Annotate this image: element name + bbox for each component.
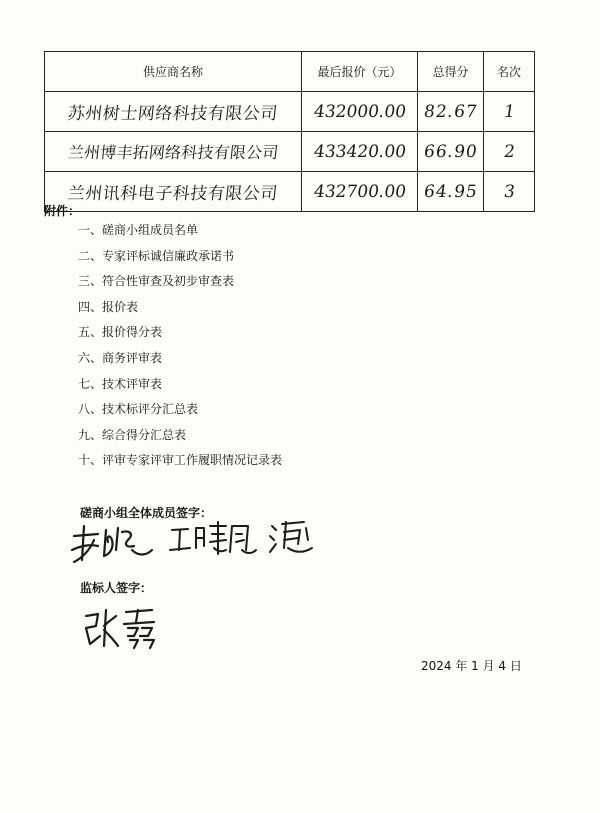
attachment-item: 三、符合性审查及初步审查表 <box>78 274 235 289</box>
attachment-item: 七、技术评审表 <box>78 376 163 391</box>
rank: 3 <box>502 181 516 202</box>
handwritten-signature-1 <box>68 520 158 566</box>
attachment-item: 九、综合得分汇总表 <box>78 427 187 442</box>
table-row <box>45 92 535 132</box>
handwritten-signature-2 <box>168 520 258 562</box>
price-cell <box>302 172 418 212</box>
attachment-item: 八、技术标评分汇总表 <box>78 402 199 417</box>
supplier-name-cell <box>45 172 302 212</box>
rank: 2 <box>502 141 516 162</box>
attachments-list <box>78 218 282 474</box>
attachment-item: 四、报价表 <box>78 299 139 314</box>
supervisor-signature-label: 监标人签字： <box>80 581 153 595</box>
score-cell <box>418 92 484 132</box>
rank: 1 <box>502 101 516 122</box>
attachment-item: 十、评审专家评审工作履职情况记录表 <box>78 453 283 468</box>
total-score: 82.67 <box>422 101 479 122</box>
rank-cell <box>484 132 535 172</box>
supplier-name-cell <box>45 92 302 132</box>
score-cell <box>418 172 484 212</box>
attachment-item: 六、商务评审表 <box>78 350 163 365</box>
supplier-name-cell <box>45 132 302 172</box>
attachment-item: 一、磋商小组成员名单 <box>78 223 199 237</box>
rank-cell <box>484 172 535 212</box>
attachment-item: 五、报价得分表 <box>78 325 163 340</box>
handwritten-signature-supervisor <box>82 606 162 650</box>
group-signature-label: 磋商小组全体成员签字： <box>80 506 213 520</box>
price-cell <box>302 132 418 172</box>
header-supplier-name: 供应商名称 <box>45 52 302 92</box>
header-total-score: 总得分 <box>418 52 484 92</box>
final-price: 433420.00 <box>312 141 407 162</box>
rank-cell <box>484 92 535 132</box>
total-score: 66.90 <box>422 141 479 162</box>
table-header-row <box>45 52 535 92</box>
attachments-title: 附件： <box>44 204 81 218</box>
supplier-name: 兰州讯科电子科技有限公司 <box>66 184 279 204</box>
header-final-price: 最后报价（元） <box>302 52 418 92</box>
supplier-name: 兰州博丰拓网络科技有限公司 <box>66 143 280 162</box>
score-cell <box>418 132 484 172</box>
price-cell <box>302 92 418 132</box>
attachment-item: 二、专家评标诚信廉政承诺书 <box>78 248 235 263</box>
results-table <box>44 51 535 212</box>
supplier-name: 苏州树士网络科技有限公司 <box>66 104 279 124</box>
total-score: 64.95 <box>422 181 479 202</box>
table-row <box>45 172 535 212</box>
document-date: 2024 年 1 月 4 日 <box>421 659 522 673</box>
final-price: 432700.00 <box>312 181 407 202</box>
header-rank: 名次 <box>484 52 535 92</box>
table-row <box>45 132 535 172</box>
final-price: 432000.00 <box>312 101 407 122</box>
handwritten-signature-3 <box>268 518 318 560</box>
